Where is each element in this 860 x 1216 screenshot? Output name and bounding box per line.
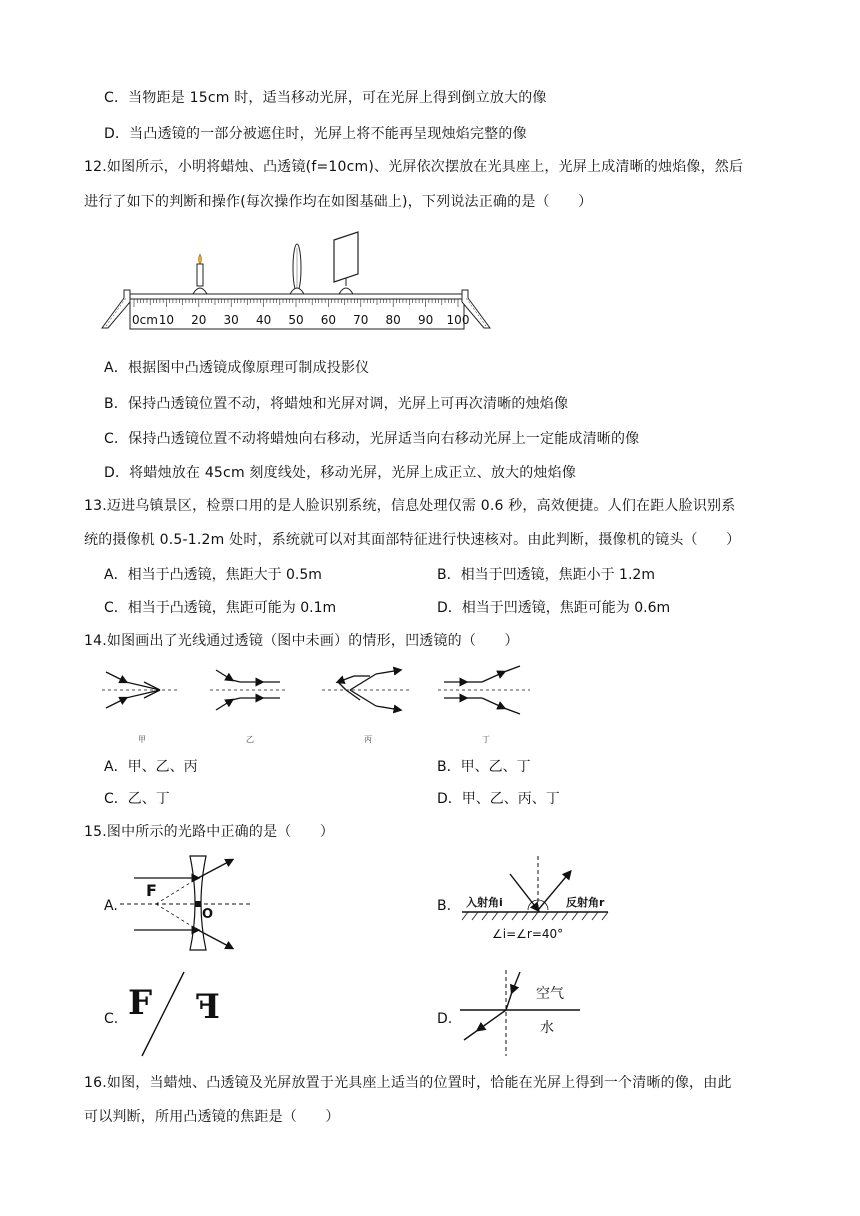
q12-option-b: B．保持凸透镜位置不动，将蜡烛和光屏对调，光屏上可再次清晰的烛焰像 bbox=[104, 396, 569, 412]
ruler-label: 80 bbox=[385, 313, 401, 327]
q14-stem: 14.如图画出了光线通过透镜（图中未画）的情形，凹透镜的（ ） bbox=[84, 633, 519, 649]
convex-lens-icon bbox=[290, 244, 304, 294]
q12-stem-line1: 12.如图所示，小明将蜡烛、凸透镜(f=10cm)、光屏依次摆放在光具座上，光屏上成清晰的烛焰像，然后 bbox=[84, 159, 744, 175]
q14-option-b: B．甲、乙、丁 bbox=[437, 759, 531, 775]
q15-option-c-label: C. bbox=[104, 1011, 119, 1027]
q13-stem-line1: 13.迈进乌镇景区，检票口用的是人脸识别系统，信息处理仅需 0.6 秒，高效便捷。人们在距人脸识别系 bbox=[84, 498, 736, 514]
fig-ding bbox=[438, 666, 530, 714]
q15-fig-d bbox=[456, 968, 586, 1058]
fig-a-center-label: O bbox=[202, 907, 214, 922]
fig-label-bing: 丙 bbox=[364, 735, 372, 744]
q15-stem: 15.图中所示的光路中正确的是（ ） bbox=[84, 824, 335, 840]
fig-yi bbox=[210, 670, 285, 710]
fig-jia bbox=[102, 672, 180, 708]
q16-stem-line2: 可以判断，所用凸透镜的焦距是（ ） bbox=[84, 1109, 340, 1125]
q14-option-a: A．甲、乙、丙 bbox=[104, 759, 198, 775]
q15-option-d-label: D. bbox=[437, 1011, 453, 1027]
q14-option-c: C．乙、丁 bbox=[104, 791, 170, 807]
q13-stem-line2: 统的摄像机 0.5-1.2m 处时，系统就可以对其面部特征进行快速核对。由此判断，摄像机的镜头（ ） bbox=[84, 532, 741, 548]
fig-label-yi: 乙 bbox=[246, 735, 254, 744]
fig-b-incident-label: 入射角i bbox=[466, 896, 503, 909]
q13-option-a: A．相当于凸透镜，焦距大于 0.5m bbox=[104, 567, 322, 583]
candle-icon bbox=[193, 254, 207, 294]
ruler-label: 30 bbox=[223, 313, 239, 327]
q12-option-d: D．将蜡烛放在 45cm 刻度线处，移动光屏，光屏上成正立、放大的烛焰像 bbox=[104, 465, 577, 481]
q12-option-a: A．根据图中凸透镜成像原理可制成投影仪 bbox=[104, 360, 370, 376]
ruler-label: 70 bbox=[353, 313, 369, 327]
fig-d-water-label: 水 bbox=[540, 1020, 554, 1036]
fig-b-reflect-label: 反射角r bbox=[566, 896, 605, 909]
fig-label-ding: 丁 bbox=[482, 735, 490, 744]
ruler-label: 60 bbox=[320, 313, 337, 327]
q13-option-c: C．相当于凸透镜，焦距可能为 0.1m bbox=[104, 600, 337, 616]
screen-icon bbox=[334, 232, 358, 294]
fig-c-image-letter: F bbox=[195, 987, 220, 1027]
fig-c-object-letter: F bbox=[128, 983, 153, 1023]
fig-a-focus-label: F bbox=[146, 881, 157, 900]
fig-b-equation: ∠i=∠r=40° bbox=[492, 927, 564, 941]
ruler-label: 0cm bbox=[132, 313, 158, 327]
ruler-label: 90 bbox=[417, 313, 434, 327]
fig-bing bbox=[322, 670, 412, 710]
q12-stem-line2: 进行了如下的判断和操作(每次操作均在如图基础上)，下列说法正确的是（ ） bbox=[84, 194, 593, 210]
fig-label-jia: 甲 bbox=[138, 735, 146, 744]
q15-fig-b bbox=[458, 852, 618, 952]
ruler-label: 10 bbox=[158, 313, 175, 327]
q12-option-c: C．保持凸透镜位置不动将蜡烛向右移动，光屏适当向右移动光屏上一定能成清晰的像 bbox=[104, 431, 640, 447]
q15-option-a-label: A. bbox=[104, 898, 118, 914]
ruler-label: 20 bbox=[191, 313, 207, 327]
q13-option-d: D．相当于凹透镜，焦距可能为 0.6m bbox=[437, 600, 671, 616]
q11-option-c: C．当物距是 15cm 时，适当移动光屏，可在光屏上得到倒立放大的像 bbox=[104, 90, 547, 106]
q15-fig-c bbox=[124, 968, 244, 1058]
fig-d-air-label: 空气 bbox=[536, 986, 564, 1002]
q15-fig-a bbox=[120, 852, 250, 952]
ruler-label: 100 bbox=[446, 313, 470, 327]
q12-optical-bench-figure bbox=[100, 232, 500, 332]
q15-option-b-label: B. bbox=[437, 898, 452, 914]
q14-light-paths-figure bbox=[100, 660, 540, 750]
q13-option-b: B．相当于凹透镜，焦距小于 1.2m bbox=[437, 567, 655, 583]
ruler-label: 50 bbox=[288, 313, 304, 327]
q11-option-d: D．当凸透镜的一部分被遮住时，光屏上将不能再呈现烛焰完整的像 bbox=[104, 126, 527, 142]
q14-option-d: D．甲、乙、丙、丁 bbox=[437, 791, 560, 807]
q16-stem-line1: 16.如图，当蜡烛、凸透镜及光屏放置于光具座上适当的位置时，恰能在光屏上得到一个清晰的像，由此 bbox=[84, 1075, 732, 1091]
ruler-label: 40 bbox=[255, 313, 272, 327]
